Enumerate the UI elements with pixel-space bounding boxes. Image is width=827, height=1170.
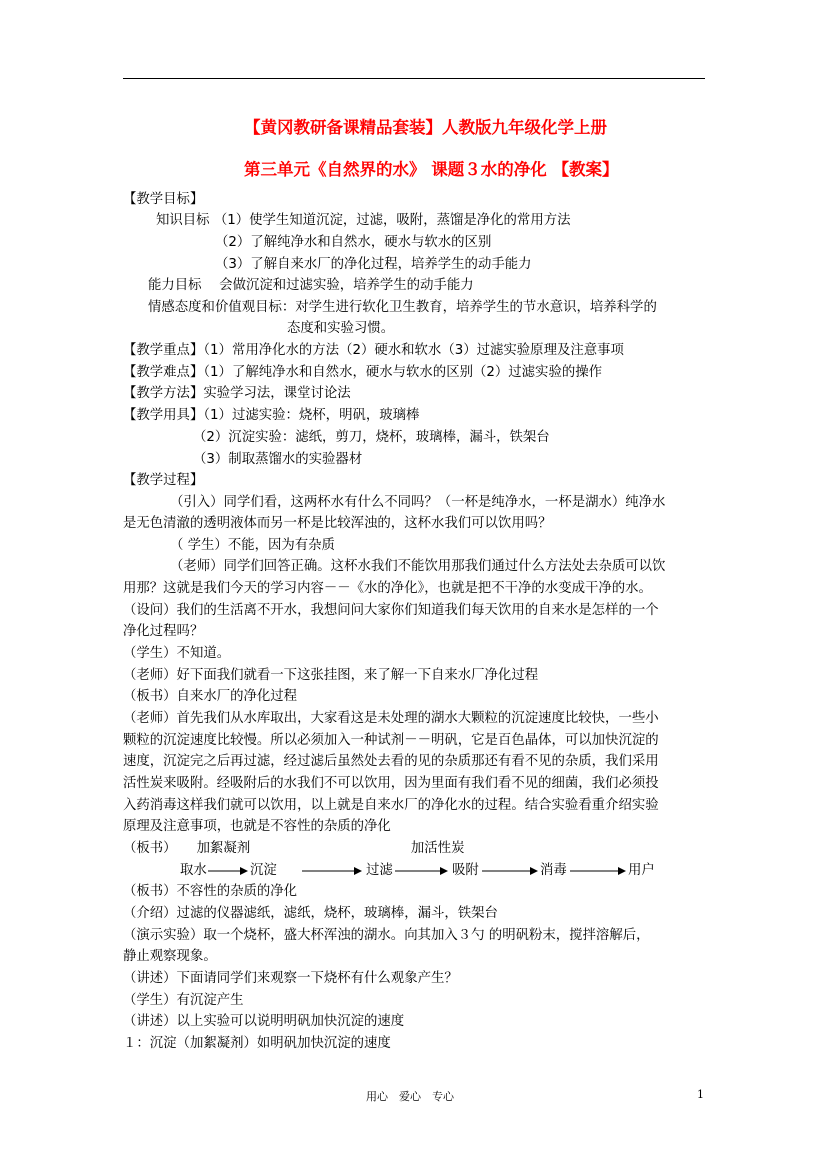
paragraph-line: 颗粒的沉淀速度比较慢。所以必须加入一种试剂－－明矾，它是百色晶体，可以加快沉淀的 bbox=[123, 733, 659, 748]
emotion-goal-cont: 态度和实验习惯。 bbox=[287, 321, 395, 336]
section-key-points: 【教学重点】（1）常用净化水的方法（2）硬水和软水（3）过滤实验原理及注意事项 bbox=[123, 343, 624, 358]
paragraph-line: （讲述）下面请同学们来观察一下烧杯有什么观象产生？ bbox=[123, 971, 458, 986]
page-number: 1 bbox=[697, 1088, 704, 1101]
emotion-goal: 情感态度和价值观目标：对学生进行软化卫生教育，培养学生的节水意识，培养科学的 bbox=[148, 300, 657, 315]
flow-arrow-head bbox=[354, 867, 362, 875]
knowledge-goal-2: （2）了解纯净水和自然水，硬水与软水的区别 bbox=[215, 235, 492, 250]
paragraph-line: （讲述）以上实验可以说明明矾加快沉淀的速度 bbox=[123, 1014, 405, 1029]
footer-motto: 用心 爱心 专心 bbox=[366, 1090, 454, 1103]
section-process: 【教学过程】 bbox=[123, 473, 204, 488]
tools-item-2: （2）沉淀实验：滤纸，剪刀，烧杯，玻璃棒，漏斗，铁架台 bbox=[193, 430, 550, 445]
flow-node-sediment: 沉淀 bbox=[250, 863, 277, 878]
paragraph-line: 入药消毒这样我们就可以饮用，以上就是自来水厂的净化水的过程。结合实验看重介绍实验 bbox=[123, 798, 659, 813]
document-title-line1: 【黄冈教研备课精品套装】人教版九年级化学上册 bbox=[244, 118, 607, 137]
flow-node-disinfect: 消毒 bbox=[540, 863, 567, 878]
paragraph-line: （ 学生）不能，因为有杂质 bbox=[170, 538, 335, 553]
flow-arrow-head bbox=[440, 867, 448, 875]
flow-arrow-head bbox=[618, 867, 626, 875]
paragraph-line: （引入）同学们看，这两杯水有什么不同吗？（一杯是纯净水，一杯是湖水）纯净水 bbox=[170, 495, 666, 510]
section-difficulties: 【教学难点】（1）了解纯净水和自然水，硬水与软水的区别（2）过滤实验的操作 bbox=[123, 365, 603, 380]
flow-node-adsorb: 吸附 bbox=[452, 863, 479, 878]
flow-arrow-head bbox=[530, 867, 538, 875]
document-title-line2: 第三单元《自然界的水》 课题３水的净化 【教案】 bbox=[244, 160, 619, 179]
paragraph-line: １：沉淀（加絮凝剂）如明矾加快沉淀的速度 bbox=[123, 1036, 391, 1051]
paragraph-line: （介绍）过滤的仪器滤纸，滤纸，烧杯，玻璃棒，漏斗，铁架台 bbox=[123, 906, 498, 921]
paragraph-line: 净化过程吗？ bbox=[123, 624, 204, 639]
knowledge-goal-3: （3）了解自来水厂的净化过程，培养学生的动手能力 bbox=[215, 257, 532, 272]
flow-node-user: 用户 bbox=[628, 863, 655, 878]
paragraph-line: （板书）自来水厂的净化过程 bbox=[123, 689, 298, 704]
paragraph-line: （老师）同学们回答正确。这杯水我们不能饮用那我们通过什么方法处去杂质可以饮 bbox=[170, 559, 666, 574]
flow-node-intake: 取水 bbox=[180, 863, 207, 878]
paragraph-line: 原理及注意事项，也就是不容性的杂质的净化 bbox=[123, 819, 391, 834]
tools-item-3: （3）制取蒸馏水的实验器材 bbox=[193, 452, 363, 467]
paragraph-line: 活性炭来吸附。经吸附后的水我们不可以饮用，因为里面有我们看不见的细菌，我们必须投 bbox=[123, 776, 659, 791]
ability-goal: 能力目标 会做沉淀和过滤实验，培养学生的动手能力 bbox=[148, 278, 474, 293]
paragraph-line: （老师）好下面我们就看一下这张挂图，来了解一下自来水厂净化过程 bbox=[123, 668, 539, 683]
paragraph-line: 是无色清澈的透明液体而另一杯是比较浑浊的，这杯水我们可以饮用吗？ bbox=[123, 516, 552, 531]
paragraph-line: 静止观察现象。 bbox=[123, 949, 217, 964]
knowledge-goal-1: 知识目标 （1）使学生知道沉淀，过滤，吸附，蒸馏是净化的常用方法 bbox=[156, 213, 571, 228]
flow-arrow-head bbox=[240, 867, 248, 875]
purification-flow-diagram bbox=[180, 862, 680, 882]
header-rule bbox=[123, 78, 705, 79]
paragraph-line: （板书）不容性的杂质的净化 bbox=[123, 884, 298, 899]
paragraph-line: （学生）不知道。 bbox=[123, 646, 231, 661]
paragraph-line: （学生）有沉淀产生 bbox=[123, 993, 244, 1008]
section-teaching-goals: 【教学目标】 bbox=[123, 192, 204, 207]
flow-node-filter: 过滤 bbox=[366, 863, 393, 878]
paragraph-line: （设问）我们的生活离不开水，我想问问大家你们知道我们每天饮用的自来水是怎样的一个 bbox=[123, 603, 659, 618]
section-tools: 【教学用具】（1）过滤实验：烧杯，明矾，玻璃棒 bbox=[123, 408, 420, 423]
paragraph-line: （老师）首先我们从水库取出，大家看这是未处理的湖水大颗粒的沉淀速度比较快，一些小 bbox=[123, 711, 659, 726]
flow-labels-line: （板书） 加絮凝剂 加活性炭 bbox=[123, 841, 465, 856]
section-methods: 【教学方法】实验学习法，课堂讨论法 bbox=[123, 386, 351, 401]
paragraph-line: 速度，沉淀完之后再过滤，经过滤后虽然处去看的见的杂质那还有看不见的杂质，我们采用 bbox=[123, 754, 659, 769]
paragraph-line: （演示实验）取一个烧杯，盛大杯浑浊的湖水。向其加入３勺 的明矾粉末，搅拌溶解后， bbox=[123, 928, 650, 943]
paragraph-line: 用那？这就是我们今天的学习内容－－《水的净化》，也就是把不干净的水变成干净的水。 bbox=[123, 581, 652, 596]
